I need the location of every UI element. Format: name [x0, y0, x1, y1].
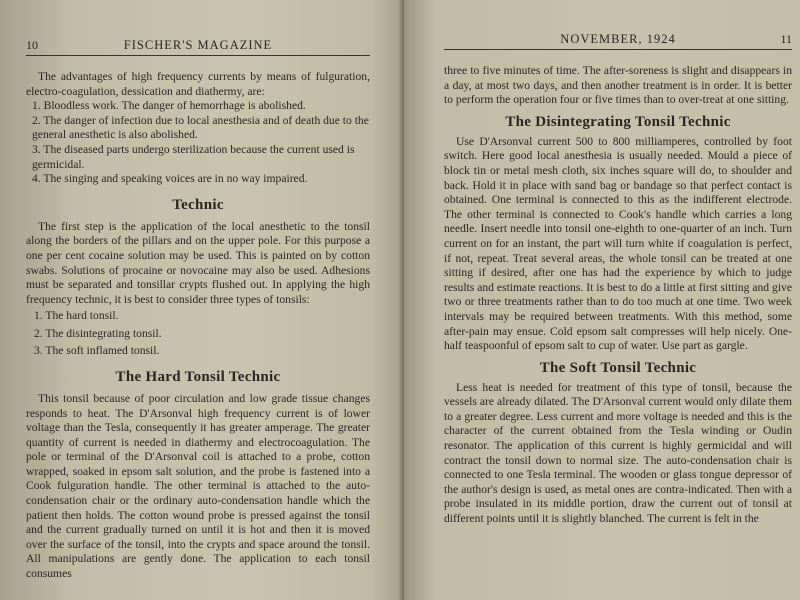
left-running-head — [26, 38, 370, 56]
advantage-item: 1. Bloodless work. The danger of hemorrhage is abolished. — [32, 99, 306, 113]
left-running-title: FISCHER'S MAGAZINE — [123, 38, 273, 52]
right-running-head — [444, 32, 792, 50]
right-page — [404, 0, 800, 600]
continuation-paragraph: three to five minutes of time. The after-soreness is slight and disappears in a day, at most two days, and then another treatment is in order. It is better to perform the operation four or five times than to over-treat at one sitting. — [444, 64, 792, 107]
hard-tonsil-paragraph: This tonsil because of poor circulation and low grade tissue changes responds to heat. The D'Arsonval high frequency current is of lower voltage than the Tesla, consequently it has greater amperage. The greater quantity of current is needed in diathermy and electrocoagulation. The pole or terminal of the D'Arsonval coil is attached to a probe, cotton wrapped, soaked in epsom salt solution, and the probe is fastened into a Cook fulguration handle. The other terminal is attached to the auto-condensation chair or the ordinary auto-condensation handle which the patient then holds. The cotton wound probe is pressed against the tonsil and the current gradually turned on until it is hot and then it is moved over the surface of the tonsil, into the crypts and space around the tonsil. All manipulations are gently done. The application to each tonsil consumes — [26, 391, 370, 581]
advantages-intro: The advantages of high frequency currents by means of fulguration, electro-coagulation, dessication and diathermy, are: — [26, 70, 370, 98]
left-page-number: 10 — [26, 38, 38, 52]
tonsil-type-item: 3. The soft inflamed tonsil. — [34, 343, 160, 357]
disintegrating-tonsil-paragraph: Use D'Arsonval current 500 to 800 milliamperes, controlled by foot switch. Here good local anesthesia is usually needed. Mould a piece of block tin or metal mesh cloth, six inches square will do, to shoulder and back. Hold it in place with sand bag or bandage so that perfect contact is obtained. One terminal is connected to this as the indifferent electrode. The other terminal is connected to Cook's handle which carries a long needle. Insert needle into tonsil one-eighth to one-quarter of an inch. Turn current on for an instant, the part will turn white if coagulation is perfect, if not, repeat. Treat several areas, the whole tonsil can be treated at one sitting if desired, after one has had the experience by which to judge results and estimate reactions. It is best to do a little at first sitting and give two or three treatments rather than to do too much at one time. Two week intervals may be required between treatments. With this method, some after-pain may ensue. Cold epsom salt compresses will help nicely. One-half teaspoonful of epsom salt to cup of water. Use part as gargle. — [444, 134, 792, 353]
advantage-item: 2. The danger of infection due to local anesthesia and of death due to the general anesthetic is also abolished. — [32, 113, 369, 142]
technic-paragraph: The first step is the application of the local anesthetic to the tonsil along the borders of the pillars and on the upper pole. For this purpose a one per cent cocaine solution may be used. This is painted on by cotton swabs. Solutions of procaine or novocaine may also be used. Adhesions must be separated and tonsillar crypts flushed out. In applying the high frequency technic, it is best to consider three types of tonsils: — [26, 219, 370, 306]
technic-heading: Technic — [172, 196, 224, 213]
advantage-item: 3. The diseased parts undergo sterilization because the current used is germicidal. — [32, 142, 355, 171]
tonsil-type-item: 2. The disintegrating tonsil. — [34, 326, 162, 340]
hard-tonsil-heading: The Hard Tonsil Technic — [115, 368, 281, 385]
soft-tonsil-heading: The Soft Tonsil Technic — [539, 359, 697, 376]
advantages-list — [26, 99, 370, 187]
right-page-number: 11 — [780, 32, 792, 46]
soft-tonsil-paragraph: Less heat is needed for treatment of this type of tonsil, because the vessels are already dilated. The D'Arsonval current would only dilate them to a greater degree. Less current and more voltage is needed and this is the character of the current obtained from the Tesla winding or Oudin resonator. The application of this current is highly germicidal and will contract the tonsil down to normal size. The auto-condensation chair is connected to one Tesla terminal. The wooden or glass tongue depressor of the author's design is used, as metal ones are contra-indicated. Then with a probe insulated in its middle portion, draw the current out of tonsil at different points until it is slightly blanched. The current is felt in the — [444, 380, 792, 526]
advantage-item: 4. The singing and speaking voices are in no way impaired. — [32, 172, 308, 186]
tonsil-types-list — [26, 307, 370, 359]
right-running-title: NOVEMBER, 1924 — [560, 32, 676, 46]
tonsil-type-item: 1. The hard tonsil. — [34, 309, 119, 323]
disintegrating-tonsil-heading: The Disintegrating Tonsil Technic — [505, 113, 731, 130]
